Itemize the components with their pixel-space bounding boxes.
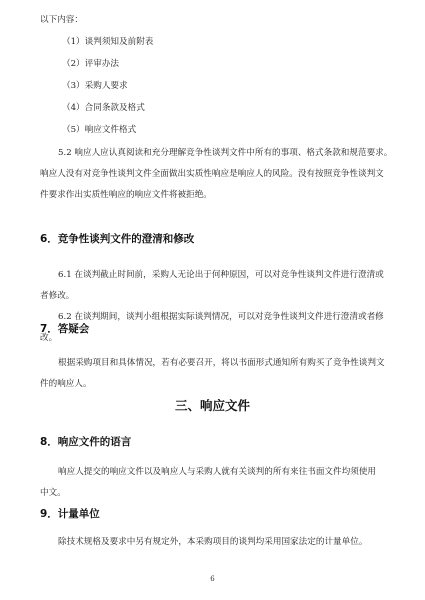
paragraph-6-2-line: 改。 <box>40 333 58 343</box>
section-heading-8: 8．响应文件的语言 <box>40 436 132 448</box>
section-heading-6: 6．竞争性谈判文件的澄清和修改 <box>40 233 195 245</box>
part-title: 三、响应文件 <box>174 398 250 413</box>
paragraph-7-line: 件的响应人。 <box>40 379 92 389</box>
page-number: 6 <box>210 575 215 583</box>
list-item: （4）合同条款及格式 <box>62 103 145 113</box>
paragraph-8-line: 中文。 <box>40 488 66 498</box>
paragraph-5-2-line: 响应人没有对竞争性谈判文件全面做出实质性响应是响应人的风险。没有按照竞争性谈判文 <box>40 169 384 179</box>
list-item: （2）评审办法 <box>62 59 120 69</box>
list-item: （1）谈判须知及前附表 <box>62 37 154 47</box>
paragraph-8-line: 响应人提交的响应文件以及响应人与采购人就有关谈判的所有来往书面文件均须使用 <box>58 467 376 477</box>
paragraph-5-2-line: 5.2 响应人应认真阅读和充分理解竞争性谈判文件中所有的事项、格式条款和规范要求。 <box>58 148 393 158</box>
list-item: （5）响应文件格式 <box>62 125 137 135</box>
section-heading-9: 9．计量单位 <box>40 508 100 520</box>
paragraph-6-2-line: 6.2 在谈判期间，谈判小组根据实际谈判情况，可以对竞争性谈判文件进行澄清或者修 <box>58 312 384 322</box>
list-item: （3）采购人要求 <box>62 81 128 91</box>
section-heading-7: 7．答疑会 <box>40 323 90 335</box>
paragraph-6-1-line: 6.1 在谈判截止时间前，采购人无论出于何种原因，可以对竞争性谈判文件进行澄清或 <box>58 270 384 280</box>
paragraph-6-1-line: 者修改。 <box>40 291 75 301</box>
intro-text: 以下内容： <box>40 15 83 25</box>
paragraph-5-2-line: 件要求作出实质性响应的响应文件将被拒绝。 <box>40 190 212 200</box>
paragraph-7-line: 根据采购项目和具体情况，若有必要召开，将以书面形式通知所有购买了竞争性谈判文 <box>58 358 385 368</box>
paragraph-9-line: 除技术规格及要求中另有规定外，本采购项目的谈判均采用国家法定的计量单位。 <box>58 537 368 547</box>
